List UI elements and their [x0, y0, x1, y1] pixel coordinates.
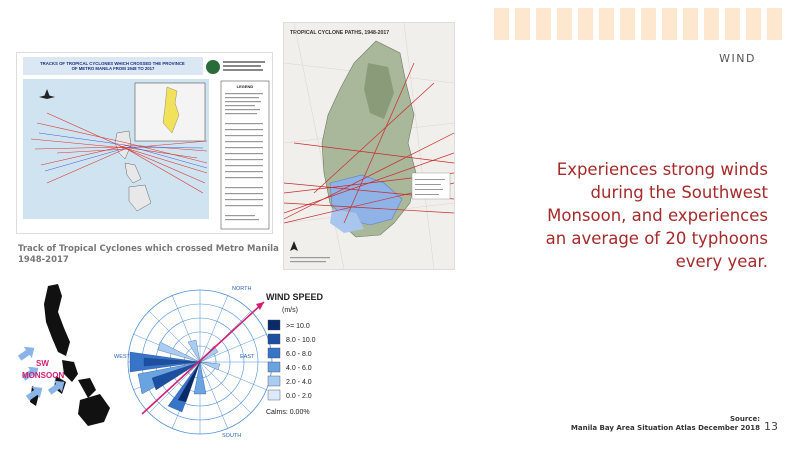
wind-speed-unit: (m/s): [282, 307, 298, 314]
legend-swatch: [268, 376, 280, 386]
source-label: Source:: [730, 415, 760, 423]
wind-statement: [538, 158, 768, 273]
stripe: [641, 8, 656, 40]
decorative-stripes: [494, 8, 800, 40]
stripe: [725, 8, 740, 40]
legend-swatch: [268, 320, 280, 330]
wind-rose: [114, 286, 272, 439]
stripe: [662, 8, 677, 40]
legend-label: >= 10.0: [286, 323, 310, 330]
stripe: [536, 8, 551, 40]
stripe: [515, 8, 530, 40]
section-title: WIND: [719, 52, 756, 65]
map1-caption: [18, 244, 288, 266]
stripe: [746, 8, 761, 40]
stripe: [578, 8, 593, 40]
monsoon-label-sw: SW: [36, 359, 49, 368]
stripe: [704, 8, 719, 40]
direction-west: WEST: [114, 354, 130, 360]
calms-value: Calms: 0.00%: [266, 409, 310, 416]
stripe: [767, 8, 782, 40]
legend-label: 2.0 - 4.0: [286, 379, 312, 386]
map1-caption-line1: Track of Tropical Cyclones which crossed Metro Manila: [18, 244, 279, 254]
philippines-silhouette: [30, 284, 110, 426]
map1-title: TRACKS OF TROPICAL CYCLONES WHICH CROSSED THE PROVINCE OF METRO MANILA FROM 1948 TO 2017: [39, 61, 185, 71]
wind-speed-title: WIND SPEED: [266, 292, 324, 302]
monsoon-label: MONSOON: [22, 371, 65, 380]
direction-north: NORTH: [232, 286, 252, 292]
cyclone-tracks-svg: [17, 53, 272, 233]
wind-speed-legend: [268, 320, 316, 400]
statement-line: an average of 20 typhoons: [545, 229, 768, 248]
cyclone-tracks-map: [16, 52, 273, 234]
legend-label: 4.0 - 6.0: [286, 365, 312, 372]
statement-line: during the Southwest: [590, 183, 768, 202]
statement-line: Experiences strong winds: [556, 160, 768, 179]
page-number: 13: [764, 420, 778, 433]
wind-rose-svg: [18, 282, 338, 440]
legend-swatch: [268, 390, 280, 400]
map1-caption-line2: 1948-2017: [18, 255, 69, 265]
stripe: [557, 8, 572, 40]
map2-title: TROPICAL CYCLONE PATHS, 1948-2017: [290, 30, 390, 36]
legend-swatch: [268, 334, 280, 344]
cyclone-paths-map: [283, 22, 455, 270]
pagasa-logo: [206, 60, 220, 74]
legend-label: 0.0 - 2.0: [286, 393, 312, 400]
legend-swatch: [268, 348, 280, 358]
legend-swatch: [268, 362, 280, 372]
direction-south: SOUTH: [222, 433, 242, 439]
source-text: Manila Bay Area Situation Atlas December 2018: [570, 424, 760, 432]
wind-rose-figure: [18, 282, 338, 440]
map1-legend: [221, 81, 269, 229]
map1-legend-title: LEGEND: [236, 84, 254, 89]
stripe: [620, 8, 635, 40]
direction-east: EAST: [240, 354, 255, 360]
source-note: [571, 415, 760, 433]
stripe: [683, 8, 698, 40]
legend-label: 8.0 - 10.0: [286, 337, 316, 344]
statement-line: Monsoon, and experiences: [547, 206, 768, 225]
legend-label: 6.0 - 8.0: [286, 351, 312, 358]
map2-legend: [412, 173, 450, 199]
stripe: [494, 8, 509, 40]
statement-line: every year.: [675, 252, 768, 271]
cyclone-paths-svg: [284, 23, 454, 269]
stripe: [599, 8, 614, 40]
